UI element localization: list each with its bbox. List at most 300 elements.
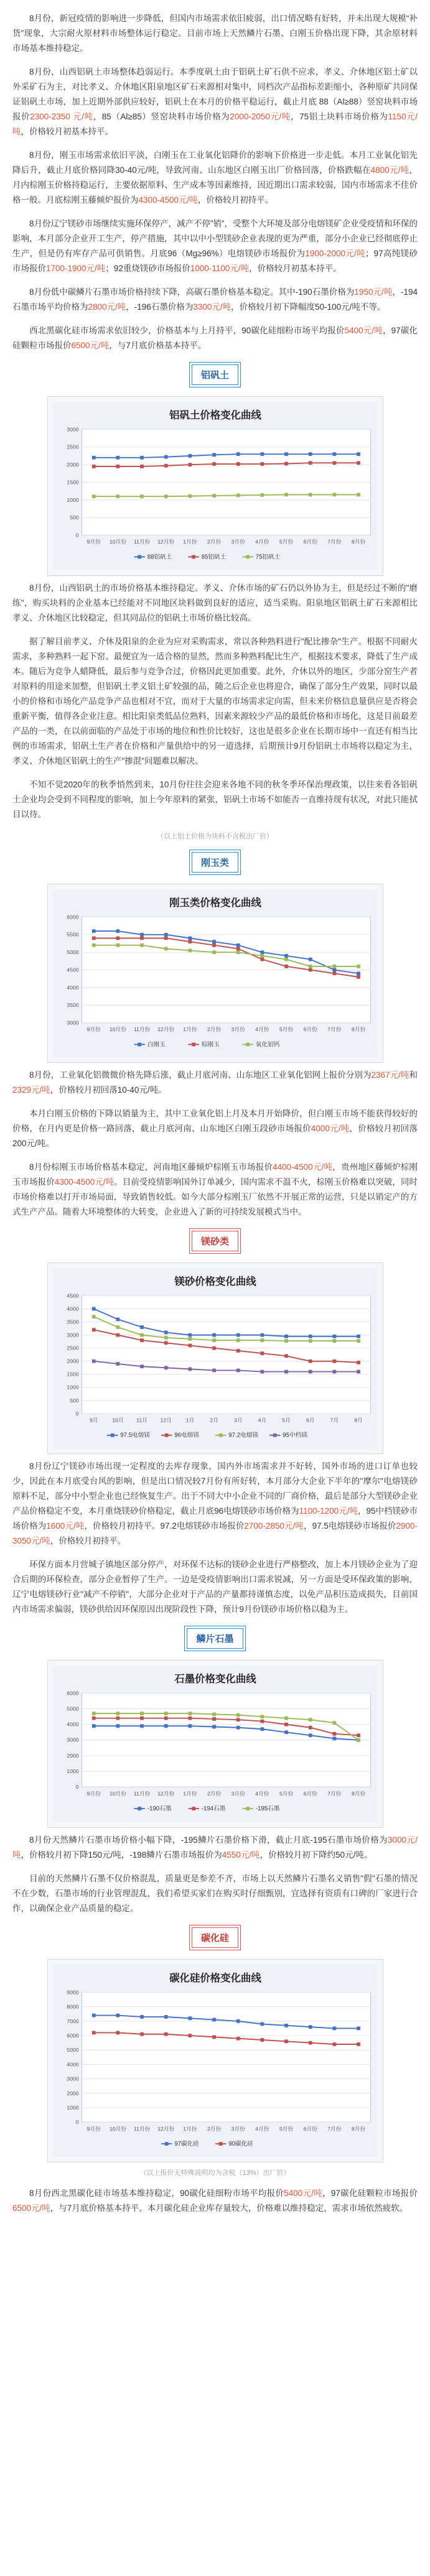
data-point [284, 1717, 288, 1720]
legend-marker [218, 2142, 222, 2146]
data-point [140, 2032, 144, 2036]
chart-magnesia [47, 1263, 383, 1454]
data-point [212, 1333, 216, 1337]
x-tick-label: 11月份 [133, 539, 150, 545]
x-tick-label: 9月份 [86, 2125, 101, 2132]
x-tick-label: 2月 [209, 1417, 218, 1424]
data-point [284, 493, 288, 496]
price-highlight: 2800元/吨 [88, 302, 126, 312]
legend-label: 88铝矾土 [147, 554, 172, 561]
legend-label: 75铝矾土 [255, 554, 280, 561]
data-point [284, 1340, 288, 1343]
legend-marker [110, 1434, 114, 1437]
bauxite-detail [12, 581, 418, 626]
legend-label: 96电熔镁 [174, 1432, 199, 1439]
text: ，与7月底价格基本持平。本月碳化硅企业库存量较大，价格难以维持稳定，需求市场依然疲软。 [50, 2203, 408, 2213]
data-point [164, 1712, 167, 1716]
data-point [284, 954, 288, 958]
text: 8月份天然鳞片石墨市场价格小幅下降，-195鳞片石墨价格下滑，截止月底-195石墨市场价格为 [29, 1835, 388, 1845]
x-tick-label: 1月份 [182, 539, 197, 545]
data-point [188, 948, 192, 952]
price-highlight: 1150元/吨 [12, 112, 418, 136]
data-point [91, 2031, 95, 2034]
x-tick-label: 12月份 [157, 1791, 174, 1797]
data-point [284, 1355, 288, 1358]
x-tick-label: 11月份 [133, 1026, 150, 1032]
data-point [116, 1712, 119, 1716]
data-point [116, 1717, 119, 1720]
text: ，价格较月初持平。97.2电熔镁砂市场报价 [84, 1521, 245, 1531]
price-highlight: 1600元/吨 [46, 1521, 85, 1531]
data-point [188, 1344, 192, 1348]
data-point [91, 1360, 95, 1363]
y-tick-label: 500 [69, 1397, 79, 1404]
section-header-sic [12, 1925, 418, 1950]
price-highlight: 1700-1900元/吨 [46, 264, 106, 273]
text: 8月份棕刚玉市场价格基本稳定，河南地区藤倾炉棕刚玉市场报价 [29, 1162, 273, 1172]
text: 8月份，刚玉市场需求依旧平淡，白刚玉在工业氧化铝降价的影响下价格进一步走低。本月工业氧化铝先降后升，截止月底价格同降30-40元/吨，导致河南、山东地区白刚玉出厂价格回落，价格跌幅在 [12, 151, 418, 175]
y-tick-label: 4000 [66, 1305, 79, 1312]
data-point [188, 1333, 192, 1337]
data-point [332, 1732, 336, 1736]
y-tick-label: 0 [75, 1784, 79, 1791]
text: 8月份，山西铝矾土的市场价格基本维持稳定。孝义、介休市场的矿石仍以外协为主，但是经过不断的"磨练"，购买块料的企业基本已经能对不同地区块料做到良好的适应，适当采购。阳泉地区铝矾土矿石来源相比孝义、介休地区比较稳定，但其同品位的铝矾土市场价格比较高。 [12, 583, 418, 623]
legend-marker [192, 1042, 195, 1046]
magnesia-detail [12, 1459, 418, 1549]
data-point [284, 957, 288, 961]
y-tick-label: 3000 [66, 1332, 79, 1338]
legend-label: 97碳化硅 [174, 2140, 199, 2147]
data-point [332, 493, 336, 496]
data-point [284, 1335, 288, 1338]
y-tick-label: 3500 [66, 1001, 79, 1008]
data-point [308, 1734, 312, 1738]
y-tick-label: 7000 [66, 2018, 79, 2024]
price-highlight: 2300-2350 元/吨 [30, 112, 93, 121]
data-point [284, 1370, 288, 1374]
x-tick-label: 7月 [330, 1417, 339, 1424]
text: ，价格较月初基本持平。 [21, 127, 113, 136]
x-tick-label: 6月 [306, 1417, 314, 1424]
data-point [260, 1338, 264, 1342]
data-point [357, 965, 360, 968]
legend-marker [138, 555, 141, 558]
data-point [164, 1717, 167, 1720]
data-point [236, 2019, 240, 2023]
data-point [91, 1717, 95, 1720]
text: 8月份辽宁镁砂市场出现一定程度的去库存现象，国内外市场需求并不好转，国外市场的进口订单也较少，因此在本月底受台风的影响，但是出口情况较7月份有所好转，本月部分大企业下半年的"摩尔"电熔镁砂原料不足，部分中小型企业也已经恢复生产。出于不同大中小企业不同的厂商价格，最后是部分大型镁砂企业产品价格稳定不变，本月重烧镁砂价格稳定，截止月底96电熔镁砂市场价格为 [12, 1462, 418, 1516]
text: 目前的天然鳞片石墨不仅价格混乱，质量更是参差不齐，市场上以天然鳞片石墨名义销售"假"石墨的情况不在少数，石墨市场的行业管理混乱，我们希望买家们在购买时仔细甄别，宜选择有资质有口碑的厂家进行合作，以确保企业产品质量的稳定。 [12, 1873, 418, 1913]
data-point [212, 462, 216, 466]
data-point [260, 462, 264, 466]
data-point [357, 1340, 360, 1343]
data-point [116, 2013, 119, 2017]
x-tick-label: 10月份 [109, 1791, 126, 1797]
x-tick-label: 12月份 [157, 539, 174, 545]
legend-label: -195石墨 [255, 1805, 279, 1813]
data-point [140, 1325, 144, 1329]
data-point [116, 1333, 119, 1337]
data-point [357, 1361, 360, 1364]
data-point [332, 2042, 336, 2046]
y-tick-label: 1000 [66, 496, 79, 503]
text: ，-194石墨市场平均价格为 [12, 287, 418, 312]
data-point [212, 1346, 216, 1350]
text: 8月份西北黑碳化硅市场基本维持稳定，90碳化硅细粉市场平均报价 [29, 2188, 284, 2198]
data-point [308, 1726, 312, 1730]
y-tick-label: 1000 [66, 1768, 79, 1775]
section-label: 镁砂类 [192, 1231, 238, 1251]
data-point [164, 494, 167, 498]
data-point [332, 1737, 336, 1741]
data-point [140, 933, 144, 937]
y-tick-label: 0 [75, 1411, 79, 1417]
data-point [212, 494, 216, 498]
sic-summary [12, 323, 418, 353]
data-point [332, 965, 336, 968]
data-point [332, 1360, 336, 1363]
data-point [260, 1720, 264, 1723]
data-point [357, 493, 360, 496]
legend-label: 95中档镁 [282, 1432, 307, 1439]
price-highlight: 4300-4500元/吨 [138, 195, 198, 205]
price-highlight: 2900-3050元/吨 [12, 1521, 418, 1546]
text: ，价格较月初下降约50元/吨。 [259, 1850, 373, 1860]
data-point [164, 455, 167, 459]
y-tick-label: 5000 [66, 948, 79, 955]
data-point [284, 2024, 288, 2027]
data-point [164, 2032, 167, 2036]
price-highlight: 2000-2050元/吨 [230, 112, 291, 121]
price-highlight: 4800元/吨 [370, 165, 409, 175]
text: ，价格较月初回落10-40元/吨。 [50, 1085, 167, 1095]
data-point [212, 1369, 216, 1373]
data-point [116, 943, 119, 947]
data-point [91, 943, 95, 947]
data-point [91, 1725, 95, 1728]
data-point [212, 453, 216, 456]
y-tick-label: 3000 [66, 2075, 79, 2082]
x-tick-label: 3月份 [231, 1026, 245, 1032]
data-point [91, 1712, 95, 1716]
graphite-summary [12, 285, 418, 315]
y-tick-label: 0 [75, 2118, 79, 2125]
x-tick-label: 10月 [111, 1417, 124, 1424]
data-point [91, 1328, 95, 1332]
data-point [332, 2026, 336, 2030]
x-tick-label: 5月份 [279, 539, 293, 545]
chart-svg [53, 1268, 378, 1448]
x-tick-label: 5月份 [279, 2125, 293, 2132]
legend-marker [246, 555, 250, 558]
data-point [212, 2018, 216, 2021]
data-point [308, 1340, 312, 1343]
x-tick-label: 7月份 [327, 1791, 342, 1797]
text: ；92重烧镁砂市场报价 [105, 264, 190, 273]
legend-label: 97.2电熔镁 [228, 1432, 258, 1439]
data-point [308, 2025, 312, 2029]
data-point [140, 1712, 144, 1716]
data-point [116, 1325, 119, 1329]
price-highlight: 5400元/吨 [284, 2188, 323, 2198]
data-point [212, 943, 216, 947]
data-point [357, 2026, 360, 2030]
x-tick-label: 9月份 [86, 1791, 101, 1797]
data-point [140, 2015, 144, 2019]
x-tick-label: 8月份 [351, 2125, 365, 2132]
text: ，月内棕刚玉价格持稳运行，主要依据原料、生产成本等因素维持，因近期出口需求较弱，国内市场需求不佳价格一般。月底棕刚玉藤倾炉报价为 [12, 165, 418, 205]
legend-marker [246, 1807, 250, 1810]
data-point [116, 2031, 119, 2034]
data-point [260, 2022, 264, 2026]
data-point [140, 1333, 144, 1337]
data-point [332, 1335, 336, 1338]
data-point [140, 1338, 144, 1342]
x-tick-label: 1月份 [182, 1791, 197, 1797]
data-point [188, 1725, 192, 1728]
text: 和 [409, 1070, 418, 1080]
data-point [260, 2038, 264, 2042]
y-tick-label: 3000 [66, 1737, 79, 1744]
data-point [357, 1335, 360, 1338]
text: ，价格较月初回落200元/吨。 [12, 1124, 418, 1149]
x-tick-label: 4月份 [255, 539, 269, 545]
data-point [236, 452, 240, 456]
price-highlight: 3300元/吨 [193, 302, 231, 312]
legend-marker [246, 1042, 250, 1046]
bauxite-outlook [12, 777, 418, 822]
y-tick-label: 1500 [66, 479, 79, 486]
price-highlight: 1000-1100元/吨 [190, 264, 250, 273]
data-point [164, 2015, 167, 2019]
data-point [164, 933, 167, 937]
data-point [212, 950, 216, 954]
y-tick-label: 3500 [66, 1318, 79, 1325]
text: ，与7月底价格基本持平。 [109, 341, 207, 350]
y-tick-label: 2000 [66, 1358, 79, 1364]
chart-title: 铝矾土价格变化曲线 [169, 410, 261, 422]
legend-label: 氧化铝钙 [255, 1040, 279, 1048]
section-label: 铝矾土 [192, 364, 238, 385]
legend-marker [218, 1434, 222, 1437]
x-tick-label: 12月 [160, 1417, 172, 1424]
text: ；97高纯镁砂市场报价 [12, 249, 418, 273]
data-point [236, 943, 240, 947]
data-point [164, 947, 167, 950]
data-point [308, 1360, 312, 1363]
section-header-magnesia [12, 1228, 418, 1254]
y-tick-label: 0 [75, 532, 79, 539]
white-corundum-detail [12, 1106, 418, 1151]
x-tick-label: 4月 [258, 1417, 266, 1424]
x-tick-label: 11月 [136, 1417, 147, 1424]
x-tick-label: 9月 [89, 1417, 98, 1424]
y-tick-label: 6000 [66, 914, 79, 920]
x-tick-label: 1月 [185, 1417, 194, 1424]
text: 8月份，工业氧化铝微微价格先降后涨，截止月底河南、山东地区工业氧化铝网上报价分别为 [29, 1070, 372, 1080]
text: ，95中档镁砂市场价格为 [12, 1506, 418, 1531]
data-point [188, 1712, 192, 1716]
chart-svg [53, 1666, 378, 1822]
data-point [140, 1365, 144, 1369]
y-tick-label: 500 [69, 514, 79, 521]
legend-marker [273, 1434, 276, 1437]
data-point [236, 462, 240, 466]
y-tick-label: 2000 [66, 1753, 79, 1759]
legend-label: -194石墨 [201, 1805, 225, 1813]
y-tick-label: 4500 [66, 1292, 79, 1299]
legend-marker [138, 1042, 141, 1046]
chart-title: 镁砂价格变化曲线 [174, 1276, 256, 1288]
data-point [91, 2013, 95, 2017]
legend-marker [138, 1807, 141, 1810]
y-tick-label: 4000 [66, 984, 79, 991]
section-header-bauxite [12, 362, 418, 387]
x-tick-label: 6月份 [303, 1791, 317, 1797]
data-point [357, 971, 360, 975]
data-point [212, 2035, 216, 2039]
data-point [260, 1728, 264, 1731]
x-tick-label: 12月份 [157, 2125, 174, 2132]
data-point [164, 1341, 167, 1345]
chart-svg [53, 1965, 378, 2157]
x-tick-label: 8月 [353, 1417, 363, 1424]
x-tick-label: 2月份 [207, 2125, 221, 2132]
data-point [284, 452, 288, 456]
data-point [164, 464, 167, 468]
price-highlight: 2329元/吨 [12, 1085, 50, 1095]
y-tick-label: 2500 [66, 443, 79, 450]
text: 据了解目前孝义、介休及阳泉的企业为应对采购需求，常以各种熟料进行"配比掺杂"生产。根据不同耐火需求，多种熟料一起下窑。最便宜为一适合格的显然，然而多种熟料配比生产，根据技术要求，降低了生产成本。随后为竞争人蜡降低，最后参与竞争合过，价格因此更加重要。此外，介休以外的地区，少部分窑生产者对原料的用途来加整，但铝矾土孝义铝土矿较强的品，随之后企业也将迎合，确保了部分生产效果，同时以最小的价格和市场化产品竞争产品也相对不宜，而对于大量的市场需求定向需，但未来价格信息量供应是否将会重新平衡，值得各企业注意。相比阳泉类低品位熟料，因素来源较少产品的最低价格和市场化，这是目前最差产品的一类，在以前面临的产品处于市场的地位和性价比较好，这也是很多企业在长期市场中一直还有相当比例的市场需求，铝矾土生产者在价格和产量供给中的另一道选择，后期预计9月份铝矾土市场将以稳定为主，孝义、介休地区铝矾土的生产"掺混"问题难以解决。 [12, 636, 418, 766]
chart-title: 石墨价格变化曲线 [174, 1674, 256, 1685]
data-point [212, 1725, 216, 1729]
data-point [308, 1370, 312, 1374]
x-tick-label: 6月份 [303, 1026, 317, 1032]
data-point [308, 957, 312, 961]
y-tick-label: 6000 [66, 1690, 79, 1697]
data-point [91, 929, 95, 933]
data-point [91, 936, 95, 940]
graphite-market-note [12, 1871, 418, 1916]
price-highlight: 3000元/吨 [12, 1835, 418, 1860]
data-point [357, 975, 360, 979]
data-point [284, 965, 288, 968]
text: ，贵州地区藤倾炉棕刚玉市场报价 [12, 1162, 418, 1187]
y-tick-label: 1500 [66, 1371, 79, 1378]
data-point [260, 1352, 264, 1356]
text: 本月白刚玉价格的下降以销量为主，其中工业氧化铝上月及本月开始降价，但白刚玉市场不能获得较好的价格，在月内更是价格一路回落，截止月底河南、山东地区白刚玉段砂市场报价 [12, 1109, 418, 1134]
x-tick-label: 10月份 [109, 539, 126, 545]
data-point [332, 968, 336, 971]
data-point [164, 1336, 167, 1340]
x-tick-label: 7月份 [327, 2125, 342, 2132]
data-point [260, 452, 264, 456]
x-tick-label: 5月份 [279, 1026, 293, 1032]
data-point [188, 1717, 192, 1720]
y-tick-label: 3000 [66, 426, 79, 433]
text: ，价格较月初下降150元/吨，-198鳞片石墨市场报价为 [21, 1850, 222, 1860]
data-point [236, 1338, 240, 1342]
price-highlight: 4300-4500元/吨 [54, 1177, 115, 1187]
price-highlight: 4400-4500元/吨 [273, 1162, 333, 1172]
bauxite-analysis [12, 634, 418, 769]
data-point [140, 465, 144, 468]
price-highlight: 6500元/吨 [12, 2203, 50, 2213]
data-point [116, 1725, 119, 1728]
y-tick-label: 5500 [66, 931, 79, 938]
data-point [332, 971, 336, 975]
text: ，97碳化硅颗粒市场报价 [12, 326, 418, 350]
chart-svg [53, 402, 378, 570]
data-point [116, 1362, 119, 1366]
y-tick-label: 2500 [66, 1345, 79, 1351]
data-point [236, 1333, 240, 1337]
data-point [188, 936, 192, 940]
data-point [188, 2034, 192, 2037]
data-point [188, 494, 192, 498]
text: ，85（Al≥85）竖窑块料市场价格为 [93, 112, 230, 121]
x-tick-label: 4月份 [255, 1791, 269, 1797]
legend-label: 85铝矾土 [201, 554, 226, 561]
data-point [284, 462, 288, 466]
data-point [308, 1718, 312, 1722]
data-point [260, 493, 264, 497]
data-point [91, 465, 95, 468]
corundum-summary [12, 148, 418, 208]
data-point [116, 456, 119, 460]
data-point [116, 494, 119, 498]
sic-caption: （以上报价无特殊说明均为含税（13%）出厂价） [139, 2169, 291, 2177]
text: ，75铝土块料市场价格为 [291, 112, 388, 121]
chart-corundum [47, 884, 383, 1063]
y-tick-label: 1000 [66, 2104, 79, 2111]
price-highlight: 2700-2850元/吨 [244, 1521, 304, 1531]
alumina-detail [12, 1068, 418, 1098]
data-point [357, 2042, 360, 2046]
price-highlight: 6500元/吨 [71, 341, 110, 350]
data-point [140, 936, 144, 940]
section-header-graphite [12, 1626, 418, 1651]
data-point [91, 1315, 95, 1319]
x-tick-label: 8月份 [351, 1791, 365, 1797]
data-point [164, 1725, 167, 1728]
data-point [284, 1723, 288, 1726]
x-tick-label: 3月份 [231, 539, 245, 545]
text: 不知不觉2020年的秋季悄然到来，10月份往往会迎来各地不同的秋冬季环保治理政策，以往来看各铝矾土企业均会受到不同程度的影响，加上今年原料的紧张，铝矾土市场不如能否一直维持现有状况，对此只能拭目以待。 [12, 779, 418, 819]
data-point [357, 1738, 360, 1742]
data-point [164, 1366, 167, 1370]
data-point [236, 1369, 240, 1373]
text: 8月份，新冠疫情的影响进一步降低，但国内市场需求依旧疲弱，出口情况略有好转，并未出现大规模“补货”现象，大宗耐火原材料市场整体运行稳定。目前市场上天然鳞片石墨、白刚玉价格出现下降，其余原材料市场基本维持稳定。 [12, 14, 418, 53]
text: ，-196石墨价格为 [126, 302, 194, 312]
x-tick-label: 1月份 [182, 2125, 197, 2132]
price-highlight: 1100-1200元/吨 [299, 1506, 358, 1516]
data-point [308, 493, 312, 496]
x-tick-label: 8月份 [351, 1026, 365, 1032]
data-point [260, 950, 264, 954]
x-tick-label: 2月份 [207, 1026, 221, 1032]
x-tick-label: 11月份 [133, 1791, 150, 1797]
data-point [308, 1335, 312, 1338]
y-tick-label: 9000 [66, 1989, 79, 1996]
data-point [236, 947, 240, 950]
y-tick-label: 1000 [66, 1384, 79, 1391]
text: ，97.5电熔镁砂市场报价 [304, 1521, 396, 1531]
data-point [260, 1715, 264, 1719]
intro-paragraph [12, 11, 418, 56]
data-point [116, 929, 119, 933]
text: 8月份辽宁镁砂市场继续实施环保停产，减产不停”销”，受整个大环境及部分电熔镁矿企业受疫情和环保的影响，本月部分企业开工生产，停产措施，其中以中小型镁砂企业表现的更为严重，部分小企业已经彻底停止生产，但是仍有库存产品可供销售。月底96（Mg≥96%）电熔镁砂市场报价为 [12, 219, 418, 258]
